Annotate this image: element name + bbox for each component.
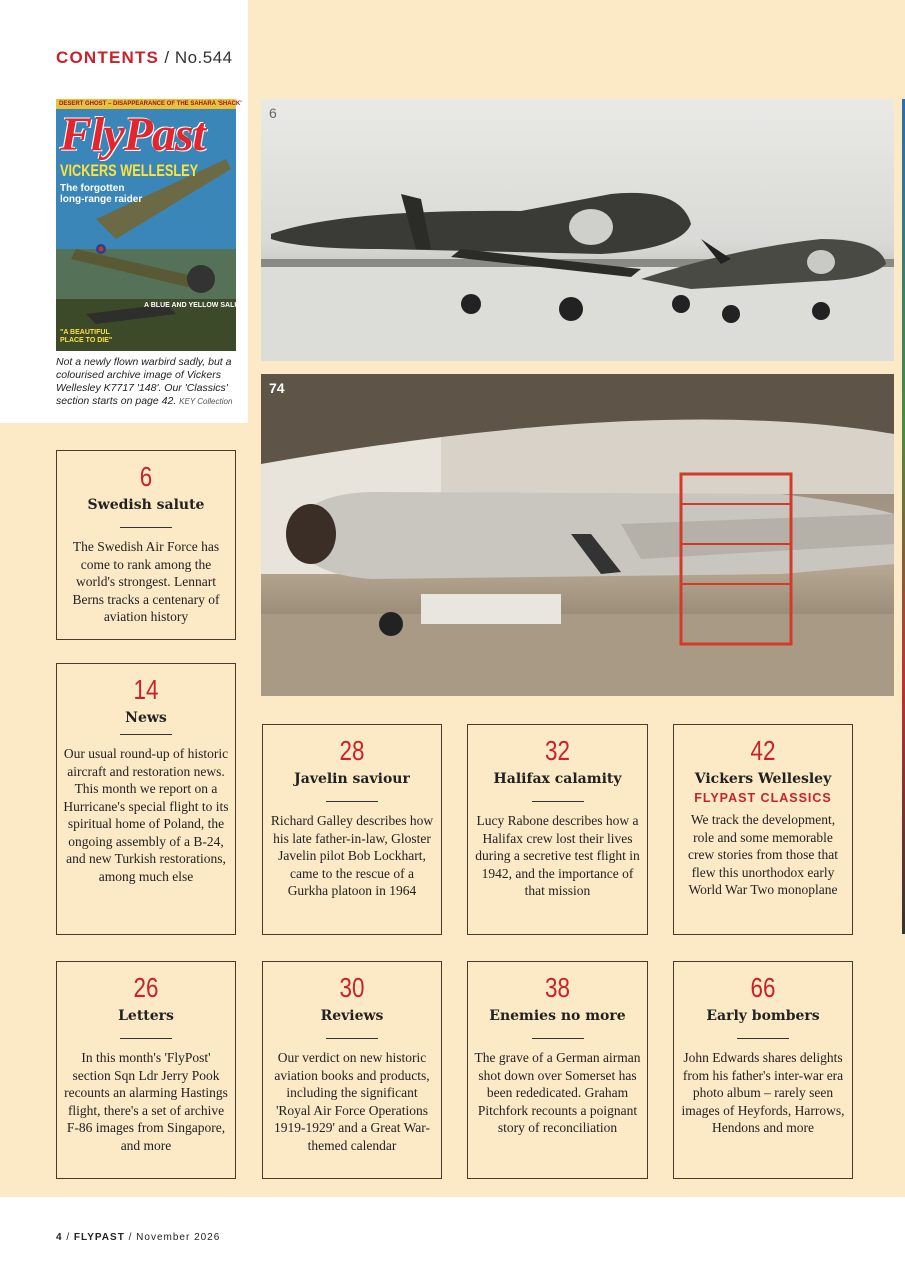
photo-page-number: 74: [269, 380, 285, 396]
article-description: Our usual round-up of historic aircraft and restoration news. This month we report on a Hurricane's special flight to its spiritual home of Poland, the ongoing assembly of a B-24, and new Turkish restorations, among much else: [63, 746, 229, 884]
footer-page-number: 4: [56, 1232, 63, 1243]
article-reviews[interactable]: [262, 961, 442, 1179]
article-letters[interactable]: [56, 961, 236, 1179]
article-description: In this month's 'FlyPost' section Sqn Ldr Jerry Pook recounts an alarming Hastings flight, there's a set of archive F-86 images from Singapore, and more: [64, 1050, 228, 1153]
page-footer: [56, 1232, 220, 1243]
footer-separator: /: [66, 1232, 74, 1243]
footer-separator: /: [128, 1232, 137, 1243]
article-page-number: 38: [545, 972, 570, 1003]
cover-top-strip: DESERT GHOST – DISAPPEARANCE OF THE SAHARA 'SHACK': [56, 99, 236, 109]
article-page-number: 28: [339, 735, 365, 766]
page-title: [56, 48, 233, 68]
article-title: Vickers Wellesley: [694, 771, 832, 787]
cover-heading: VICKERS WELLESLEY: [60, 161, 199, 180]
divider: [737, 1038, 789, 1039]
article-page-number: 6: [139, 461, 153, 492]
article-page-number: 30: [339, 972, 365, 1003]
article-vickers-wellesley[interactable]: [673, 724, 853, 935]
issue-number: No.544: [174, 48, 233, 67]
article-enemies-no-more[interactable]: [467, 961, 648, 1179]
footer-date: November 2026: [136, 1232, 221, 1243]
hangar-illustration: [261, 374, 894, 696]
article-page-number: 26: [133, 972, 159, 1003]
caption-text: Not a newly flown warbird sadly, but a colourised archive image of Vickers Wellesley K7717 '148'. Our 'Classics' section starts on page 42.: [56, 356, 232, 407]
article-javelin-saviour[interactable]: [262, 724, 442, 935]
article-description: John Edwards shares delights from his father's inter-war era photo album – rarely seen images of Heyfords, Harrows, Hendons and more: [681, 1050, 845, 1135]
article-description: Richard Galley describes how his late father-in-law, Gloster Javelin pilot Bob Lockhart, came to the rescue of a Gurkha platoon in 1964: [270, 813, 434, 898]
article-page-number: 14: [133, 674, 159, 705]
jet-aircraft-illustration: [261, 99, 894, 361]
article-page-number: 32: [545, 735, 570, 766]
article-title: Early bombers: [706, 1008, 820, 1024]
article-title: Enemies no more: [489, 1008, 626, 1024]
photo-page-number: 6: [269, 105, 277, 121]
flypast-classics-tag: FLYPAST CLASSICS: [694, 791, 832, 805]
divider: [120, 527, 172, 528]
divider: [326, 801, 378, 802]
photo-swedish-jets[interactable]: [261, 99, 894, 361]
contents-label: CONTENTS: [56, 48, 160, 67]
article-description: Lucy Rabone describes how a Halifax crew lost their lives during a secretive test flight in 1942, and the importance of that mission: [475, 813, 640, 898]
article-title: Halifax calamity: [493, 771, 622, 787]
article-description: The grave of a German airman shot down over Somerset has been rededicated. Graham Pitchfork recounts a poignant story of reconciliation: [474, 1050, 641, 1135]
article-swedish-salute[interactable]: [56, 450, 236, 640]
divider: [532, 1038, 584, 1039]
article-description: The Swedish Air Force has come to rank among the world's strongest. Lennart Berns tracks a centenary of aviation history: [72, 539, 220, 624]
cover-logo: FlyPast: [60, 108, 205, 161]
cover-aircraft-illustration: [56, 99, 236, 351]
cover-quote: "A BEAUTIFUL PLACE TO DIE": [60, 329, 113, 344]
cover-caption: [56, 356, 240, 408]
article-page-number: 66: [750, 972, 776, 1003]
divider: [532, 801, 584, 802]
article-title: Javelin saviour: [294, 771, 410, 787]
magazine-cover[interactable]: [56, 99, 249, 351]
title-separator: /: [164, 48, 170, 67]
article-title: Letters: [118, 1008, 174, 1024]
article-page-number: 42: [750, 735, 776, 766]
caption-credit: KEY Collection: [179, 397, 233, 406]
article-title: Reviews: [320, 1008, 384, 1024]
article-news[interactable]: [56, 663, 236, 935]
cover-subheading: The forgotten long-range raider: [60, 183, 143, 205]
article-halifax-calamity[interactable]: [467, 724, 648, 935]
article-title: News: [125, 710, 167, 726]
article-title: Swedish salute: [87, 497, 205, 513]
article-description: We track the development, role and some memorable crew stories from those that flew this unorthodox early World War Two monoplane: [688, 812, 838, 897]
footer-magazine-name: FLYPAST: [73, 1232, 125, 1243]
divider: [120, 734, 172, 735]
divider: [326, 1038, 378, 1039]
article-description: Our verdict on new historic aviation books and products, including the significant 'Royal Air Force Operations 1919-1929' and a Great War-themed calendar: [273, 1050, 431, 1153]
article-early-bombers[interactable]: [673, 961, 853, 1179]
photo-hangar-restoration[interactable]: [261, 374, 894, 696]
divider: [120, 1038, 172, 1039]
cover-salute-line: A BLUE AND YELLOW SALUTE: [144, 302, 249, 309]
